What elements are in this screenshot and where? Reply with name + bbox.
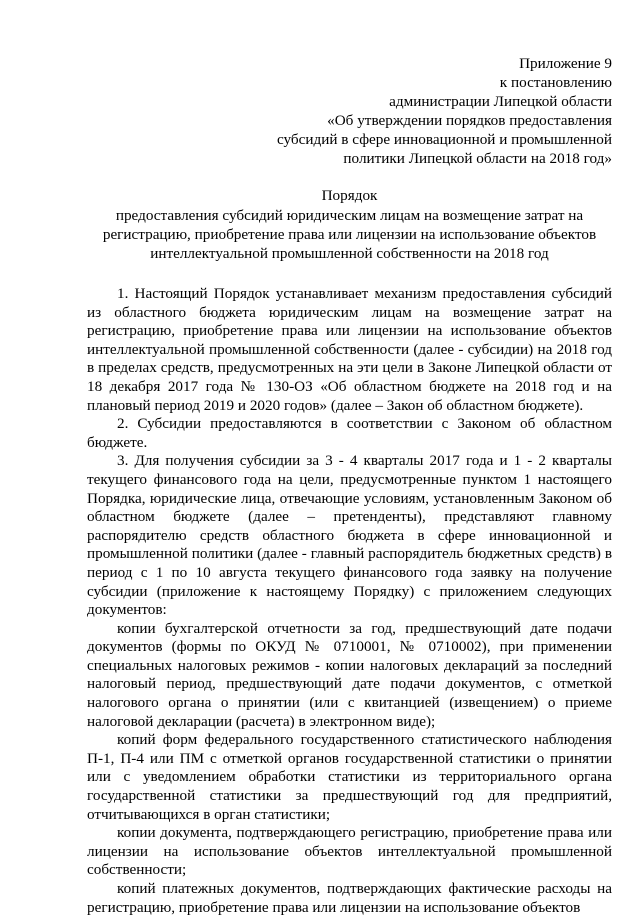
list-item-statistics-forms: копий форм федерального государственного статистического наблюдения П-1, П-4 или ПМ с отметкой органов государственной статистики о принятии или с уведомлением обработки статистики из территориального органа государственной статистики за предшествующий год для предприятий, отчитывающихся в орган статистики; [87, 731, 612, 823]
annex-line: Приложение 9 [519, 55, 612, 72]
document-subtitle [87, 206, 612, 263]
list-item-accounting-reports: копии бухгалтерской отчетности за год, предшествующий дате подачи документов (формы по ОКУД № 0710001, № 0710002), при применении специальных налоговых режимов - копии налоговых деклараций за последний налоговый период, предшествующий дате подачи документов, с отметкой налогового органа о принятии (или с квитанцией (извещением) о приеме налоговой декларации (расчета) в электронном виде); [87, 619, 612, 730]
list-item-payment-documents: копий платежных документов, подтверждающих фактические расходы на регистрацию, приобретение права или лицензии на использование объектов [87, 880, 612, 916]
subtitle-line: регистрацию, приобретение права или лицензии на использование объектов [102, 226, 597, 243]
annex-line: администрации Липецкой области [389, 93, 612, 110]
paragraph-1: 1. Настоящий Порядок устанавливает механизм предоставления субсидий из областного бюджета юридическим лицам на возмещение затрат на регистрацию, приобретение права или лицензии на использование объектов интеллектуальной промышленной собственности (далее - субсидии) на 2018 год в пределах средств, предусмотренных на эти цели в Законе Липецкой области от 18 декабря 2017 года № 130-ОЗ «Об областном бюджете на 2018 год и на плановый период 2019 и 2020 годов» (далее – Закон об областном бюджете). [87, 285, 612, 414]
annex-line: субсидий в сфере инновационной и промышленной [277, 131, 612, 148]
paragraph-3: 3. Для получения субсидии за 3 - 4 кварталы 2017 года и 1 - 2 кварталы текущего финансового года на цели, предусмотренные пунктом 1 настоящего Порядка, юридические лица, отвечающие условиям, установленным Законом об областном бюджете (далее – претенденты), представляют главному распорядителю средств областного бюджета в сфере инновационной и промышленной политики (далее - главный распорядитель бюджетных средств) в период с 1 по 10 августа текущего финансового года заявку на получение субсидии (приложение к настоящему Порядку) с приложением следующих документов: [87, 452, 612, 619]
document-title: Порядок [321, 187, 378, 204]
annex-line: к постановлению [499, 74, 612, 91]
annex-header [87, 54, 612, 168]
subtitle-line: интеллектуальной промышленной собственности на 2018 год [150, 245, 549, 262]
subtitle-line: предоставления субсидий юридическим лицам на возмещение затрат на [115, 207, 584, 224]
annex-line: политики Липецкой области на 2018 год» [343, 150, 612, 167]
annex-line: «Об утверждении порядков предоставления [327, 112, 612, 129]
paragraph-2: 2. Субсидии предоставляются в соответствии с Законом об областном бюджете. [87, 415, 612, 451]
list-item-registration-document: копии документа, подтверждающего регистрацию, приобретение права или лицензии на использование объектов интеллектуальной промышленной собственности; [87, 824, 612, 879]
document-body [87, 285, 612, 917]
